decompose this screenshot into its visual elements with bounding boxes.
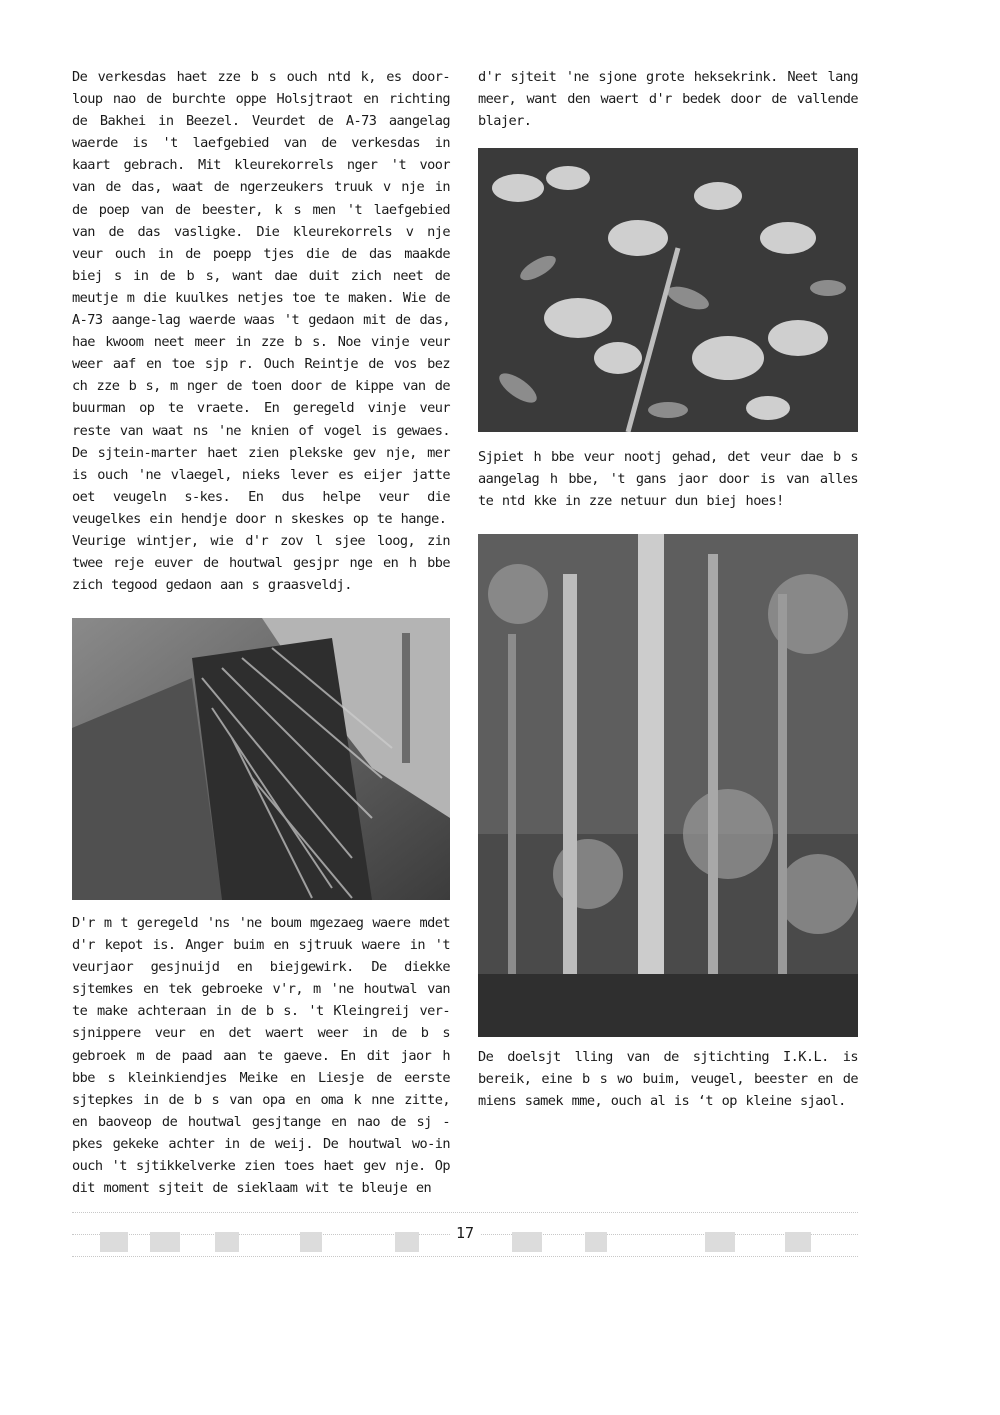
- left-paragraph-1: De verkesdas haet zze b s ouch ntd k, es door-loup nao de burchte oppe Holsjtraot en richting de Bakhei in Beezel. Veurdet de A-73 aangelag waerde is 't laefgebied van de verkesdas in kaart gebrach. Mit kleurekorrels nger 't voor van de das, waat de ngerzeukers truuk v nje in de poep van de beester, k s men 't laefgebied van de das vasligke. Die kleurekorrels v nje veur ouch in de poepp tjes die de das maakde biej s in de b s, want dae duit zich neet de meutje m die kuulkes netjes toe te maken. Wie de A-73 aange-lag waerde waas 't gedaon mit de das, hae kwoom neet meer in zze b s. Noe vinje veur weer aaf en toe sjp r. Ouch Reintje de vos bez ch zze b s, m nger de toen door de kippe van de buurman op te vraete. En geregeld vinje veur reste van waat ns 'ne knien of vogel is gewaes. De sjtein-marter haet zien plekske gev nje, mer is ouch 'ne vlaegel, nieks lever es eijer jatte oet veugeln s-kes. En dus helpe veur die veugelkes ein hendje door n skeskes op te hange.: [72, 69, 450, 527]
- right-paragraph-3: De doelsjt lling van de sjtichting I.K.L. is bereik, eine b s wo buim, veugel, beester en de miens samek mme, ouch al is ‘t op kleine sjaol.: [478, 1049, 858, 1110]
- hedge-photo: [72, 618, 450, 900]
- page-number: 17: [450, 1224, 480, 1242]
- left-paragraph-3: D'r m t geregeld 'ns 'ne boum mgezaeg waere mdet d'r kepot is. Anger buim en sjtruuk waere in 't veurjaor gesjnuijd en biejgewirk. De diekke sjtemkes en tek gebroeke v'r, m 'ne houtwal van te make achteraan in de b s. 't Kleingreij ver-sjnippere veur en det waert weer in de b s gebroek m de paad aan te gaeve. En dit jaor h bbe s kleinkiendjes Meike en Liesje de eerste sjtepkes in de b s van opa en oma k nne zitte, en baoveop de houtwal gesjtange en nao de sj - pkes gekeke achter in de weij. De houtwal wo-in ouch 't sjtikkelverke zien toes haet gev nje. Op dit moment sjteit de sieklaam wit te bleuje en: [72, 915, 450, 1197]
- footer-decoration: [100, 1232, 128, 1252]
- left-column-lower: [72, 912, 450, 1199]
- footer-decoration: [785, 1232, 811, 1252]
- footer-decoration: [215, 1232, 239, 1252]
- right-column-mid: [478, 446, 858, 512]
- footer-decoration: [395, 1232, 419, 1252]
- right-paragraph-1: d'r sjteit 'ne sjone grote heksekrink. Neet lang meer, want den waert d'r bedek door de vallende blajer.: [478, 69, 858, 130]
- right-paragraph-2: Sjpiet h bbe veur nootj gehad, det veur dae b s aangelag h bbe, 't gans jaor door is van alles te ntd kke in zze netuur dun biej hoes!: [478, 449, 858, 510]
- left-paragraph-2: Veurige wintjer, wie d'r zov l sjee loog, zin twee reje euver de houtwal gesjpr nge en h bbe zich tegood gedaon aan s graasveldj.: [72, 532, 450, 594]
- footer-decoration: [150, 1232, 180, 1252]
- right-column: [478, 66, 858, 132]
- footer-decoration: [512, 1232, 542, 1252]
- left-column: [72, 66, 450, 606]
- footer-decoration: [705, 1232, 735, 1252]
- forest-photo: [478, 534, 858, 1037]
- mushrooms-photo: [478, 148, 858, 432]
- right-column-lower: [478, 1046, 858, 1112]
- footer-decoration: [300, 1232, 322, 1252]
- footer-decoration: [585, 1232, 607, 1252]
